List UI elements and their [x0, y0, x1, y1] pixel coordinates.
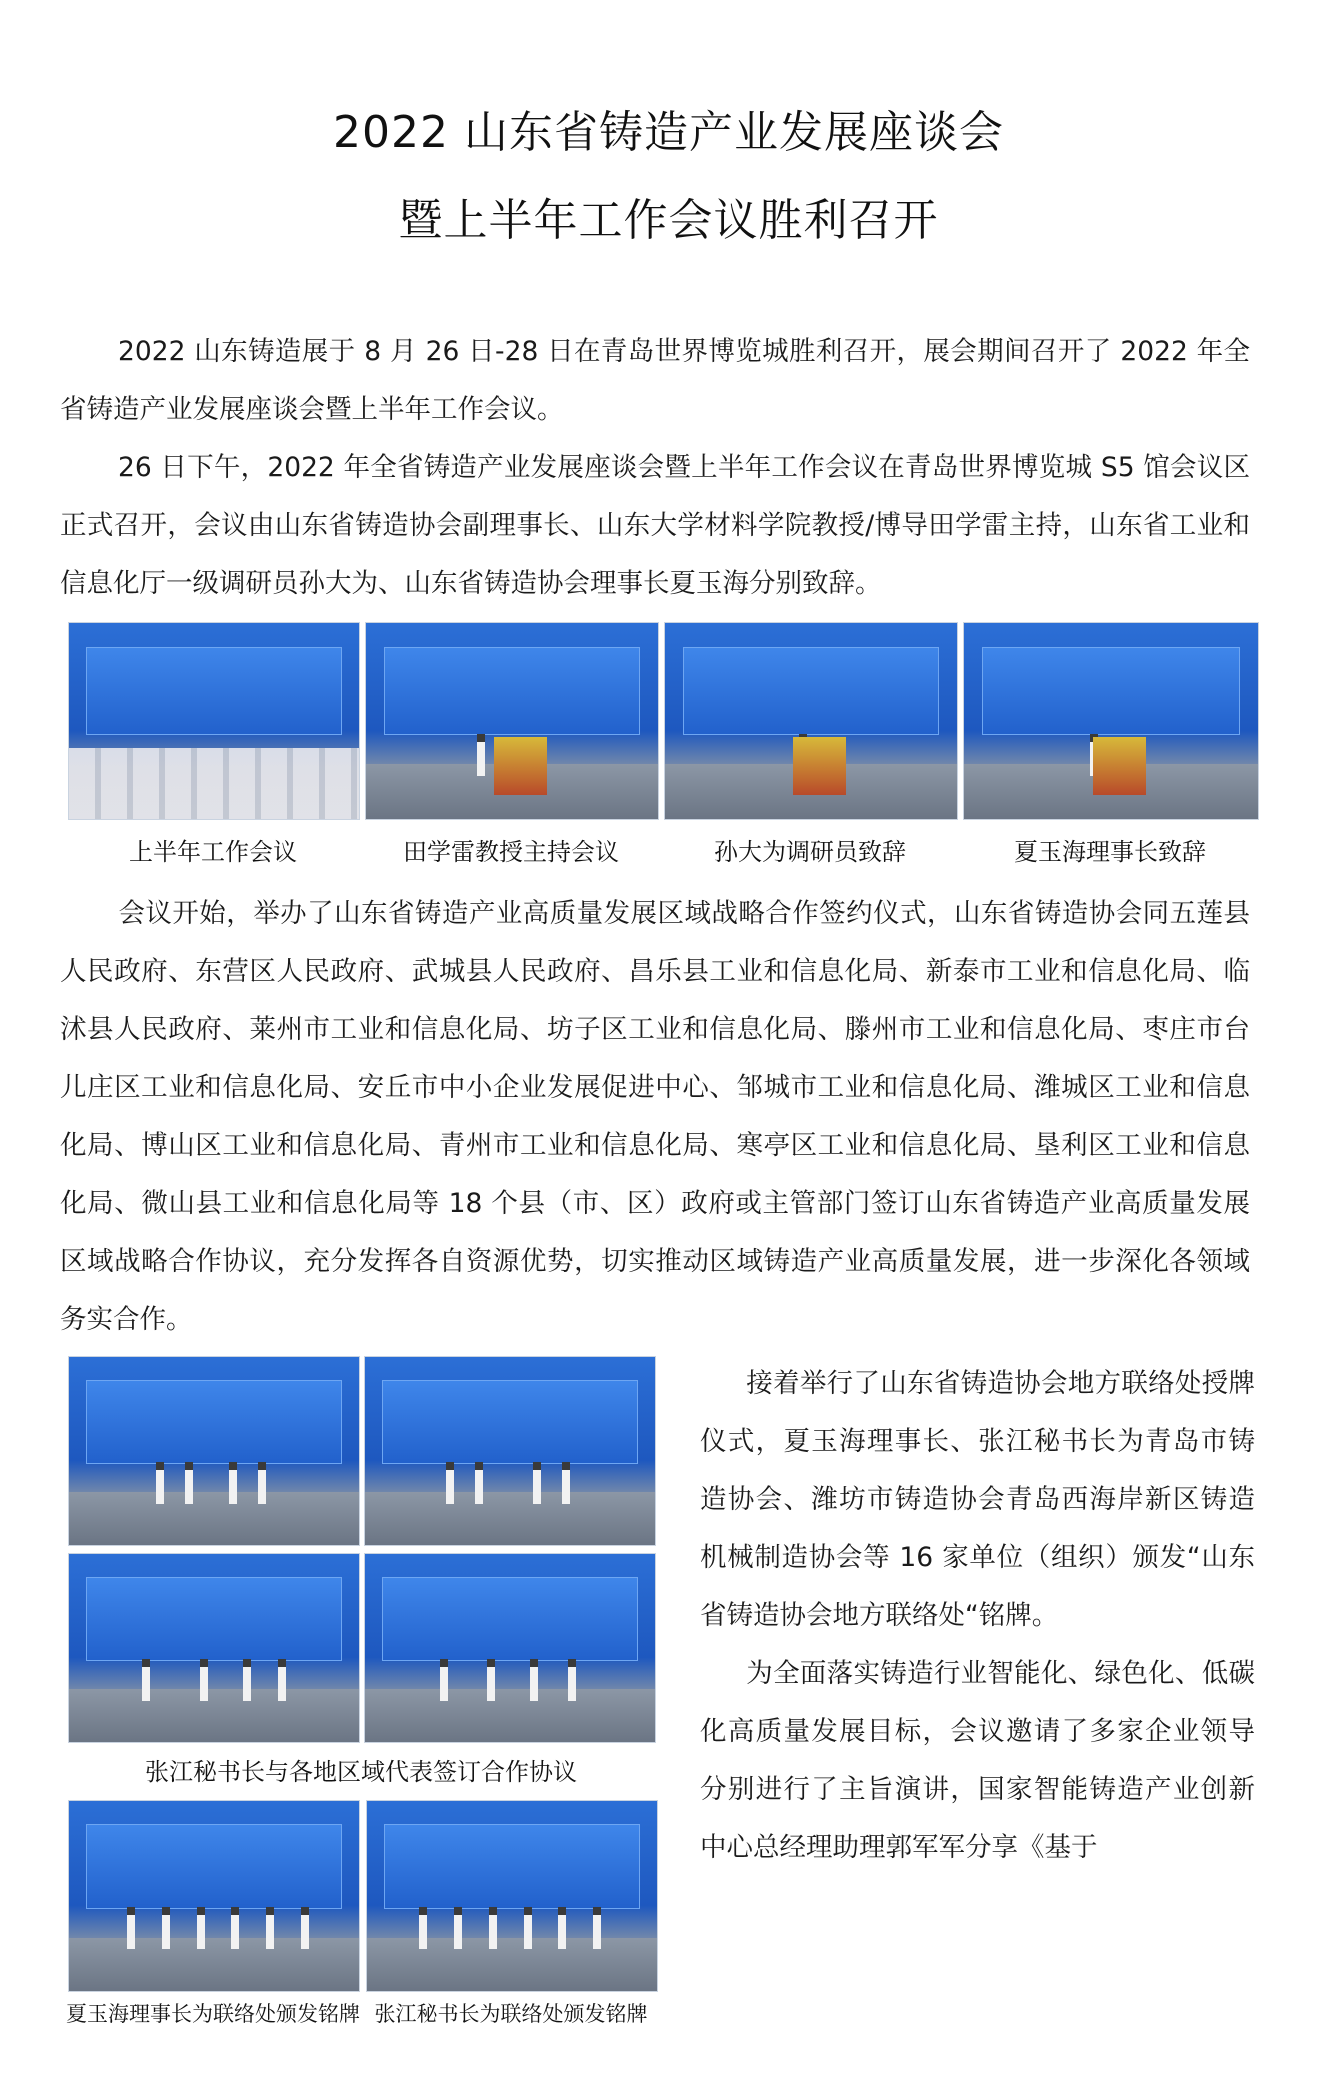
caption-signing: 张江秘书长与各地区域代表签订合作协议 — [145, 1758, 577, 1786]
paragraph-keynotes-text: 为全面落实铸造行业智能化、绿色化、低碳化高质量发展目标，会议邀请了多家企业领导分别进行了主旨演讲，国家智能铸造产业创新中心总经理助理郭军军分享《基于 — [700, 1658, 1255, 1863]
paragraph-plaque-ceremony — [700, 1355, 1255, 1645]
photo-xia-yuhai-speech — [963, 622, 1259, 820]
photo-signing-4 — [364, 1553, 656, 1743]
caption-meeting: 上半年工作会议 — [129, 838, 297, 866]
paragraph-keynotes — [700, 1645, 1255, 1877]
caption-xia-yuhai: 夏玉海理事长致辞 — [1014, 838, 1206, 866]
page-title-line-1: 2022 山东省铸造产业发展座谈会 — [333, 107, 1004, 158]
paragraph-intro — [60, 323, 1250, 439]
caption-host: 田学雷教授主持会议 — [403, 838, 619, 866]
paragraph-intro-text: 2022 山东铸造展于 8 月 26 日-28 日在青岛世界博览城胜利召开，展会期间召开了 2022 年全省铸造产业发展座谈会暨上半年工作会议。 — [60, 336, 1250, 425]
paragraph-signing-text: 会议开始，举办了山东省铸造产业高质量发展区域战略合作签约仪式，山东省铸造协会同五莲县人民政府、东营区人民政府、武城县人民政府、昌乐县工业和信息化局、新泰市工业和信息化局、临沭县人民政府、莱州市工业和信息化局、坊子区工业和信息化局、滕州市工业和信息化局、枣庄市台儿庄区工业和信息化局、安丘市中小企业发展促进中心、邹城市工业和信息化局、潍城区工业和信息化局、博山区工业和信息化局、青州市工业和信息化局、寒亭区工业和信息化局、垦利区工业和信息化局、微山县工业和信息化局等 18 个县（市、区）政府或主管部门签订山东省铸造产业高质量发展区域战略合作协议，充分发挥各自资源优势，切实推动区域铸造产业高质量发展，进一步深化各领域务实合作。 — [60, 898, 1250, 1335]
photo-meeting-hall — [68, 622, 360, 820]
caption-sun-dawei: 孙大为调研员致辞 — [714, 838, 906, 866]
paragraph-meeting — [60, 439, 1250, 613]
photo-host-speech — [365, 622, 659, 820]
photo-plaque-zhang — [366, 1800, 658, 1992]
photo-signing-2 — [364, 1356, 656, 1546]
paragraph-meeting-text: 26 日下午，2022 年全省铸造产业发展座谈会暨上半年工作会议在青岛世界博览城 S5 馆会议区正式召开，会议由山东省铸造协会副理事长、山东大学材料学院教授/博导田学雷主持，山东省工业和信息化厅一级调研员孙大为、山东省铸造协会理事长夏玉海分别致辞。 — [60, 452, 1250, 599]
paragraph-signing — [60, 885, 1250, 1349]
caption-plaque-zhang: 张江秘书长为联络处颁发铭牌 — [374, 2002, 648, 2026]
photo-signing-1 — [68, 1356, 360, 1546]
paragraph-plaque-ceremony-text: 接着举行了山东省铸造协会地方联络处授牌仪式，夏玉海理事长、张江秘书长为青岛市铸造协会、潍坊市铸造协会青岛西海岸新区铸造机械制造协会等 16 家单位（组织）颁发“山东省铸造协会地方联络处“铭牌。 — [700, 1368, 1255, 1631]
photo-plaque-xia — [68, 1800, 360, 1992]
photo-sun-dawei-speech — [664, 622, 958, 820]
page-title-line-2: 暨上半年工作会议胜利召开 — [398, 195, 939, 246]
photo-signing-3 — [68, 1553, 360, 1743]
caption-plaque-xia: 夏玉海理事长为联络处颁发铭牌 — [66, 2002, 360, 2026]
